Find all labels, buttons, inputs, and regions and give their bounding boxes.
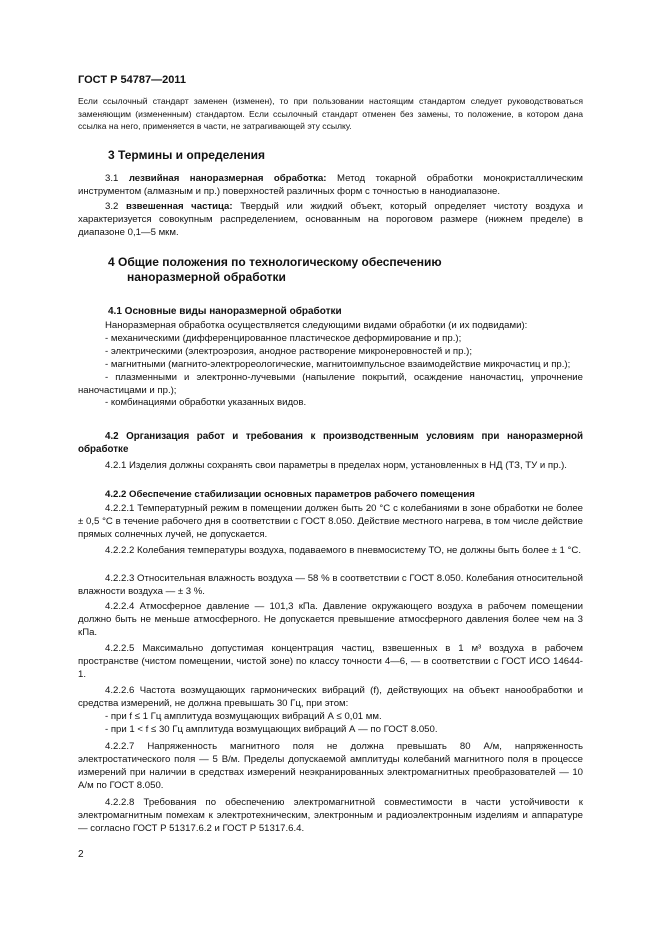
subsection-4-1-intro: Наноразмерная обработка осуществляется следующими видами обработки (и их подвидами): <box>105 320 528 331</box>
subsection-4-1-body <box>78 320 583 410</box>
paragraph-4-2-2-6 <box>78 685 583 737</box>
list-item: - при f ≤ 1 Гц амплитуда возмущающих вибраций А ≤ 0,01 мм. <box>105 710 382 722</box>
list-item: - при 1 < f ≤ 30 Гц амплитуда возмущающих вибраций А — по ГОСТ 8.050. <box>105 723 438 735</box>
term-3-2-name: взвешенная частица: <box>125 201 233 212</box>
subsection-4-2-2-title: 4.2.2 Обеспечение стабилизации основных параметров рабочего помещения <box>105 489 475 500</box>
paragraph-4-2-2-7: 4.2.2.7 Напряженность магнитного поля не должна превышать 80 А/м, напряженность электростатического поля — 5 В/м. Пределы допускаемой амплитуды колебаний магнитного поля в процессе измерений при наличии в средствах измерений неэкранированных электромагнитных преобразователей — 10 А/м по ГОСТ 8.050. <box>78 741 583 791</box>
paragraph-4-2-2-1: 4.2.2.1 Температурный режим в помещении должен быть 20 °С с колебаниями в зоне обработки не более ± 0,5 °С в течение рабочего дня в соответствии с ГОСТ 8.050. Действие местного нагрева, в том числе действие прямых солнечных лучей, не допускается. <box>78 503 583 540</box>
paragraph-4-2-2-3: 4.2.2.3 Относительная влажность воздуха — 58 % в соответствии с ГОСТ 8.050. Колебания относительной влажности воздуха — ± 3 %. <box>78 573 583 597</box>
term-3-1-name: лезвийная наноразмерная обработка: <box>128 173 327 184</box>
term-3-1 <box>78 173 583 199</box>
reference-note: Если ссылочный стандарт заменен (изменен), то при пользовании настоящим стандартом следует руководствоваться заменяющим (измененным) стандартом. Если ссылочный стандарт отменен без замены, то положение, в котором дана ссылка на него, применяется в части, не затрагивающей эту ссылку. <box>78 96 583 132</box>
paragraph-4-2-2-4: 4.2.2.4 Атмосферное давление — 101,3 кПа. Давление окружающего воздуха в рабочем помещении должно быть не меньше атмосферного. Не допускается превышение атмосферного давления более чем на 3 кПа. <box>78 601 583 638</box>
subsection-4-1-title: 4.1 Основные виды наноразмерной обработки <box>108 306 342 317</box>
paragraph-4-2-1: 4.2.1 Изделия должны сохранять свои параметры в пределах норм, установленных в НД (ТЗ, ТУ и пр.). <box>105 460 567 471</box>
term-3-1-definition: Метод токарной обработки монокристаллическим инструментом (алмазным и пр.) поверхностей различных форм с точностью в нанодиапазоне. <box>78 173 583 197</box>
paragraph-4-2-2-5: 4.2.2.5 Максимально допустимая концентрация частиц, взвешенных в 1 м³ воздуха в рабочем пространстве (чистом помещении, чистой зоне) по классу точности 4—6, — в соответствии с ГОСТ ИСО 14644-1. <box>78 643 583 680</box>
list-item: - комбинациями обработки указанных видов. <box>105 397 307 409</box>
subsection-4-2-title: 4.2 Организация работ и требования к производственным условиям при наноразмерной обработке <box>78 431 583 455</box>
paragraph-4-2-2-6-text: 4.2.2.6 Частота возмущающих гармонических вибраций (f), действующих на объект нанообработки и средства измерений, не должна превышать 30 Гц, при этом: <box>78 685 583 709</box>
section-4-title <box>108 255 578 285</box>
paragraph-4-2-2-8: 4.2.2.8 Требования по обеспечению электромагнитной совместимости в части устойчивости к электромагнитным помехам к электротехническим, электронным и радиоэлектронным изделиям и аппаратуре — согласно ГОСТ Р 51317.6.2 и ГОСТ Р 51317.6.4. <box>78 797 583 834</box>
list-item: - электрическими (электроэрозия, анодное растворение микронеровностей и пр.); <box>105 345 472 357</box>
list-item: - механическими (дифференцированное пластическое деформирование и пр.); <box>105 332 462 344</box>
term-3-2-definition: Твердый или жидкий объект, который определяет чистоту воздуха и характеризуется совокупным распределением, основанным на пороговом размере (нижнем пределе) в диапазоне 0,1—5 мкм. <box>78 201 583 238</box>
paragraph-4-2-2-2: 4.2.2.2 Колебания температуры воздуха, подаваемого в пневмосистему ТО, не должны быть более ± 1 °С. <box>105 545 581 556</box>
list-item: - плазменными и электронно-лучевыми (напыление покрытий, осаждение наночастиц, упрочнение наночастицами и пр.); <box>78 371 583 396</box>
section-3-title: 3 Термины и определения <box>108 148 266 162</box>
list-item: - магнитными (магнито-электрореологические, магнитоимпульсное взаимодействие микрочастиц и пр.); <box>105 358 571 370</box>
term-3-2-number: 3.2 <box>105 201 119 212</box>
page-number: 2 <box>78 849 84 860</box>
section-4-title-line-1: 4 Общие положения по технологическому обеспечению <box>108 255 442 269</box>
section-4-title-line-2: наноразмерной обработки <box>127 270 286 284</box>
document-number-header: ГОСТ Р 54787—2011 <box>78 74 186 86</box>
term-3-1-number: 3.1 <box>105 173 119 184</box>
term-3-2 <box>78 201 583 240</box>
